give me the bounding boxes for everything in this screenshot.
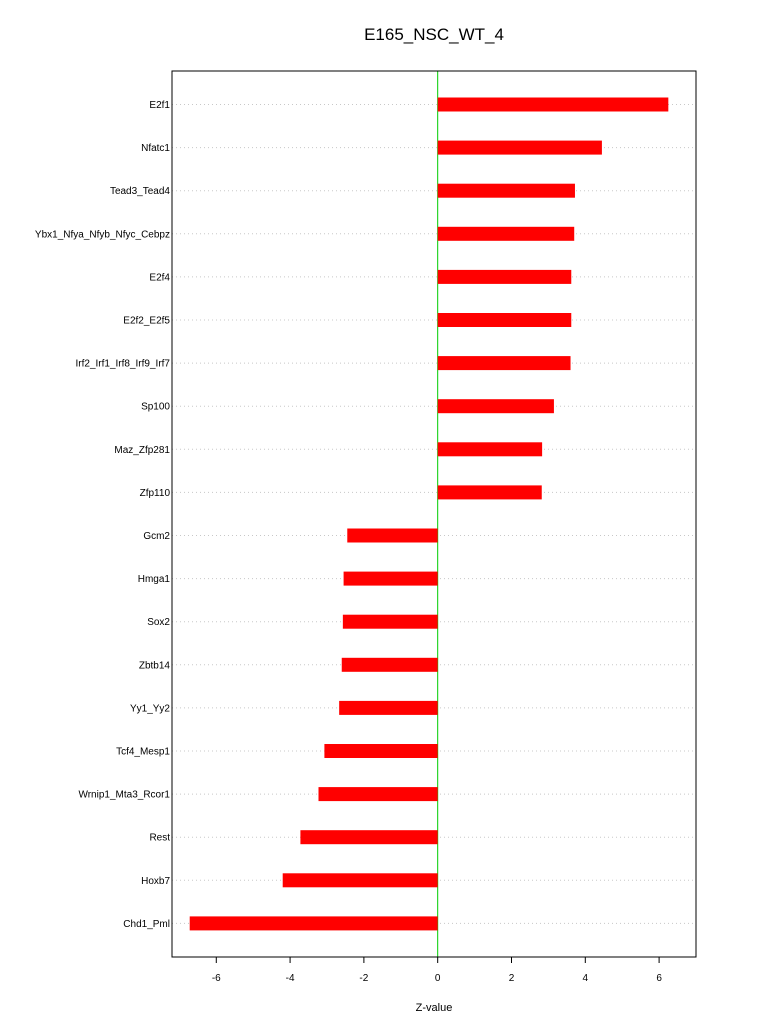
x-tick-label: -2 bbox=[359, 973, 369, 984]
category-label: Sp100 bbox=[141, 401, 170, 413]
bar bbox=[343, 615, 438, 629]
bar bbox=[300, 830, 437, 844]
bar bbox=[438, 356, 571, 370]
bar bbox=[438, 184, 575, 198]
bar bbox=[438, 485, 542, 499]
bar bbox=[438, 399, 554, 413]
category-label: Tcf4_Mesp1 bbox=[116, 746, 170, 758]
category-label: Chd1_Pml bbox=[123, 918, 170, 930]
bar bbox=[438, 227, 575, 241]
category-label: Wrnip1_Mta3_Rcor1 bbox=[78, 789, 170, 801]
category-labels bbox=[35, 100, 171, 930]
bar bbox=[438, 98, 669, 112]
bar bbox=[347, 529, 437, 543]
category-label: Yy1_Yy2 bbox=[129, 703, 170, 715]
category-label: E2f1 bbox=[149, 100, 170, 111]
category-label: Hoxb7 bbox=[141, 875, 170, 887]
x-tick-label: 4 bbox=[582, 973, 589, 984]
x-tick-label: 0 bbox=[434, 973, 441, 984]
category-label: Zbtb14 bbox=[138, 660, 170, 672]
chart-title: E165_NSC_WT_4 bbox=[364, 25, 504, 44]
category-label: Rest bbox=[149, 832, 170, 844]
bar bbox=[324, 744, 437, 758]
plot-frame bbox=[172, 71, 696, 957]
x-tick-label: -4 bbox=[285, 973, 295, 984]
bar bbox=[318, 787, 437, 801]
category-label: Sox2 bbox=[147, 617, 170, 629]
bar bbox=[339, 701, 438, 715]
x-axis-label: Z-value bbox=[415, 1002, 453, 1014]
category-label: Irf2_Irf1_Irf8_Irf9_Irf7 bbox=[75, 358, 170, 370]
category-label: Zfp110 bbox=[139, 487, 170, 499]
bars bbox=[190, 98, 669, 931]
bar bbox=[438, 442, 542, 456]
category-label: E2f2_E2f5 bbox=[123, 315, 170, 327]
x-tick-label: 6 bbox=[656, 973, 662, 984]
category-label: Ybx1_Nfya_Nfyb_Nfyc_Cebpz bbox=[34, 229, 170, 241]
bar bbox=[344, 572, 438, 586]
category-label: Tead3_Tead4 bbox=[109, 186, 170, 198]
x-axis bbox=[212, 957, 662, 984]
category-label: Hmga1 bbox=[137, 574, 170, 586]
bar bbox=[438, 141, 602, 155]
category-label: Nfatc1 bbox=[141, 143, 170, 155]
bar bbox=[438, 270, 572, 284]
x-tick-label: 2 bbox=[508, 973, 515, 984]
bar bbox=[283, 873, 438, 887]
category-label: E2f4 bbox=[149, 272, 170, 284]
category-label: Maz_Zfp281 bbox=[114, 444, 170, 456]
bar bbox=[190, 916, 438, 930]
bar bbox=[342, 658, 438, 672]
category-label: Gcm2 bbox=[143, 531, 170, 542]
x-tick-label: -6 bbox=[211, 973, 221, 984]
bar bbox=[438, 313, 572, 327]
